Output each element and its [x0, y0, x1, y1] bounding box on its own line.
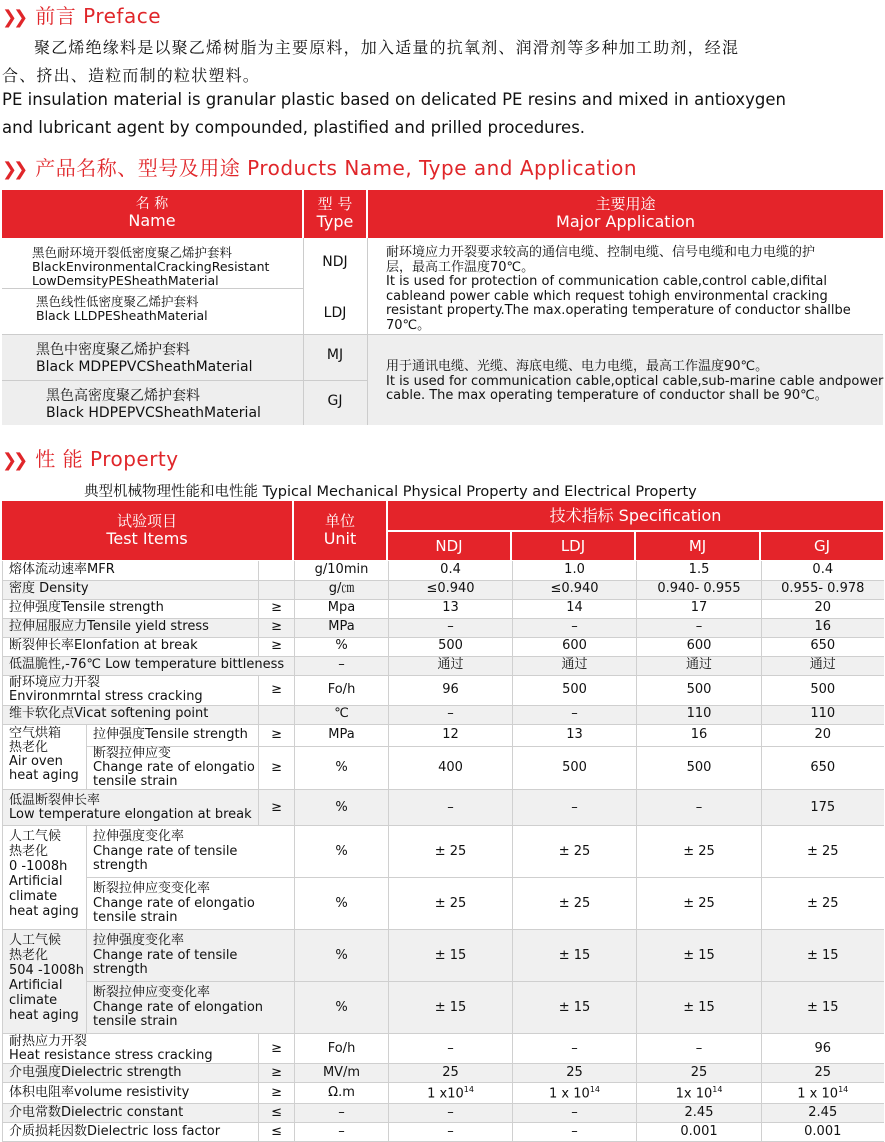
cell-ndj: 12: [389, 724, 513, 746]
product-type-gj: GJ: [327, 393, 343, 409]
products-table: [2, 190, 883, 432]
application-line: 耐环境应力开裂要求较高的通信电缆、控制电缆、信号电缆和电力电缆的护: [386, 245, 816, 260]
cell-ldj: ± 25: [513, 878, 637, 930]
product-name-zh: 黑色高密度聚乙烯护套料: [46, 388, 200, 404]
row-label: 介电常数Dielectric constant: [3, 1104, 259, 1123]
group-line: heat aging: [9, 904, 79, 920]
cell-ndj: ± 25: [389, 878, 513, 930]
row-op: ≥: [259, 746, 295, 790]
label-zh: 拉伸强度变化率: [93, 829, 185, 845]
cell-ldj: 通过: [513, 656, 637, 675]
label-en: Change rate of tensile strength: [93, 843, 238, 874]
head-spec: 技术指标 Specification: [388, 501, 883, 530]
cell-ldj: 13: [513, 724, 637, 746]
cell-ndj: 13: [389, 599, 513, 618]
application-line: It is used for protection of communication cable,control cable,difital: [386, 274, 827, 290]
group-line: heat aging: [9, 1008, 79, 1024]
row-unit: g/㎝: [295, 580, 389, 599]
product-row-ldj-name: [36, 295, 208, 323]
label-en: Change rate of tensile strength: [93, 947, 238, 978]
table-row: [3, 982, 884, 1034]
row-op: ≥: [259, 790, 295, 826]
product-row-ndj-name: [32, 246, 269, 288]
row-op: ≥: [259, 599, 295, 618]
cell-ldj: 600: [513, 637, 637, 656]
cell-gj: 0.001: [762, 1123, 884, 1142]
products-head-app: [368, 190, 883, 238]
table-row: [3, 705, 884, 724]
cell-gj: 0.4: [762, 561, 884, 580]
product-name-zh: 黑色线性低密度聚乙烯护套料: [36, 294, 199, 309]
cell-ndj: 500: [389, 637, 513, 656]
label-en: Heat resistance stress cracking: [9, 1047, 213, 1063]
label-zh: 断裂拉伸应变: [93, 745, 172, 761]
row-unit: %: [295, 982, 389, 1034]
product-type-mj: MJ: [326, 347, 344, 363]
row-unit: ℃: [295, 705, 389, 724]
label-en: tensile strain: [93, 910, 178, 926]
head-item-zh: 试验项目: [116, 512, 177, 530]
row-label: 断裂伸长率Elonfation at break: [3, 637, 259, 656]
cell-mj: 通过: [637, 656, 762, 675]
product-name-en: BlackEnvironmentalCrackingResistant: [32, 259, 270, 274]
row-label: [87, 826, 295, 878]
product-name-zh: 黑色耐环境开裂低密度聚乙烯护套料: [32, 245, 233, 260]
row-label: [87, 982, 295, 1034]
row-op: ≤: [259, 1104, 295, 1123]
row-unit: %: [295, 878, 389, 930]
cell-mj: –: [637, 618, 762, 637]
product-name-en: Black LLDPESheathMaterial: [36, 308, 208, 323]
cell-ndj: ≤0.940: [389, 580, 513, 599]
row-label: 介质损耗因数Dielectric loss factor: [3, 1123, 259, 1142]
preface-en-line2: and lubricant agent by compounded, plastified and prilled procedures.: [2, 118, 586, 137]
head-test-items: [2, 501, 292, 560]
row-label: 拉伸屈服应力Tensile yield stress: [3, 618, 259, 637]
row-op: [259, 705, 295, 724]
application-mj-gj: [386, 360, 883, 404]
label-en: Change rate of elongation: [93, 999, 264, 1015]
label-en: tensile strain: [93, 774, 178, 790]
cell-mj: ± 15: [637, 930, 762, 982]
preface-title: 前言 Preface: [35, 4, 162, 28]
cell-ldj: –: [513, 1123, 637, 1142]
table-row: [3, 878, 884, 930]
product-name-en: Black MDPEPVCSheathMaterial: [36, 358, 253, 375]
cell-ndj: ± 15: [389, 982, 513, 1034]
table-row: [3, 618, 884, 637]
table-row: [3, 675, 884, 705]
cell-ldj: ± 15: [513, 930, 637, 982]
cell-gj: ± 15: [762, 982, 884, 1034]
cell-mj: 0.940- 0.955: [637, 580, 762, 599]
group-line: 504 -1008h: [9, 963, 84, 979]
head-unit-en: Unit: [323, 529, 357, 549]
group-artificial-504-1008h: [3, 930, 87, 1034]
cell-gj: 20: [762, 599, 884, 618]
cell-ldj: 500: [513, 746, 637, 790]
cell-mj: –: [637, 790, 762, 826]
row-label: [87, 746, 259, 790]
cell-gj: 20: [762, 724, 884, 746]
row-label: [87, 878, 295, 930]
label-zh: 耐热应力开裂: [9, 1033, 88, 1049]
row-op: ≥: [259, 724, 295, 746]
double-chevron-icon: ❯❯: [2, 7, 25, 28]
divider: [367, 238, 368, 425]
row-unit: %: [295, 746, 389, 790]
head-item-en: Test Items: [106, 529, 188, 549]
cell-gj: ± 25: [762, 826, 884, 878]
head-unit: [294, 501, 386, 560]
row-unit: Fo/h: [295, 1034, 389, 1064]
divider: [2, 380, 367, 381]
divider: [2, 288, 303, 289]
row-label: 介电强度Dielectric strength: [3, 1064, 259, 1083]
table-row: [3, 1123, 884, 1142]
head-col-gj: GJ: [761, 532, 883, 560]
preface-zh-line1: 聚乙烯绝缘料是以聚乙烯树脂为主要原料，加入适量的抗氧剂、润滑剂等多种加工助剂，经混: [34, 38, 740, 57]
table-row: [3, 1104, 884, 1123]
group-line: 人工气候: [9, 933, 62, 949]
group-line: 热老化: [9, 948, 49, 964]
group-line: Artificial: [9, 874, 63, 890]
head-col-ldj: LDJ: [512, 532, 634, 560]
cell-mj: ± 25: [637, 826, 762, 878]
application-line: 层，最高工作温度70℃。: [386, 259, 535, 275]
row-unit: –: [295, 656, 389, 675]
cell-mj: 1.5: [637, 561, 762, 580]
cell-ldj: [513, 1083, 637, 1104]
row-op: [259, 561, 295, 580]
head-unit-zh: 单位: [324, 512, 355, 530]
cell-gj: [762, 1083, 884, 1104]
cell-mj: 16: [637, 724, 762, 746]
cell-ldj: –: [513, 1034, 637, 1064]
table-row: [3, 1064, 884, 1083]
cell-gj: 500: [762, 675, 884, 705]
row-op: ≥: [259, 1034, 295, 1064]
label-zh: 耐环境应力开裂: [9, 674, 101, 690]
cell-mj: [637, 1083, 762, 1104]
row-label: 熔体流动速率MFR: [3, 561, 259, 580]
cell-mj: 110: [637, 705, 762, 724]
cell-ldj: ≤0.940: [513, 580, 637, 599]
group-line: Air oven: [9, 754, 63, 770]
cell-ndj: –: [389, 1104, 513, 1123]
property-header: [2, 443, 179, 472]
row-unit: %: [295, 826, 389, 878]
cell-gj: 110: [762, 705, 884, 724]
product-row-mj-name: [36, 342, 252, 376]
row-label: 拉伸强度Tensile strength: [3, 599, 259, 618]
group-line: 热老化: [9, 739, 49, 755]
cell-ndj: –: [389, 1123, 513, 1142]
property-table-head: [2, 501, 883, 560]
cell-mj: ± 25: [637, 878, 762, 930]
exponent: 14: [589, 1084, 600, 1094]
cell-gj: 0.955- 0.978: [762, 580, 884, 599]
cell-ldj: –: [513, 618, 637, 637]
cell-ndj: –: [389, 1034, 513, 1064]
row-unit: g/10min: [295, 561, 389, 580]
preface-header: [2, 0, 161, 29]
exponent: 14: [463, 1084, 474, 1094]
cell-ldj: ± 15: [513, 982, 637, 1034]
table-row: [3, 826, 884, 878]
products-head-type: [304, 190, 366, 238]
application-line: 70℃。: [386, 317, 431, 333]
head-app-zh: 主要用途: [595, 195, 656, 213]
table-row: [3, 1034, 884, 1064]
group-line: 0 -1008h: [9, 859, 68, 875]
double-chevron-icon: ❯❯: [2, 159, 25, 180]
row-op: ≥: [259, 618, 295, 637]
group-line: 空气烘箱: [9, 725, 62, 741]
cell-ndj: [389, 1083, 513, 1104]
head-col-ndj: NDJ: [388, 532, 510, 560]
cell-mj: 500: [637, 746, 762, 790]
row-op: [259, 580, 295, 599]
table-row: [3, 930, 884, 982]
label-en: Low temperature elongation at break: [9, 806, 252, 822]
product-type-ndj: NDJ: [322, 254, 348, 270]
property-title: 性 能 Property: [35, 447, 179, 471]
cell-gj: 通过: [762, 656, 884, 675]
cell-ndj: ± 15: [389, 930, 513, 982]
row-label: 体积电阻率volume resistivity: [3, 1083, 259, 1104]
head-app-en: Major Application: [556, 212, 695, 232]
row-unit: MPa: [295, 724, 389, 746]
cell-ldj: –: [513, 790, 637, 826]
preface-zh-line2: 合、挤出、造粒而制的粒状塑料。: [2, 66, 261, 85]
value: 1 x10: [427, 1085, 464, 1101]
head-col-mj: MJ: [636, 532, 759, 560]
row-unit: –: [295, 1104, 389, 1123]
cell-mj: 17: [637, 599, 762, 618]
group-line: 热老化: [9, 844, 49, 860]
product-name-zh: 黑色中密度聚乙烯护套料: [36, 342, 190, 358]
table-row: [3, 724, 884, 746]
application-ndj-ldj: [386, 246, 851, 333]
cell-mj: ± 15: [637, 982, 762, 1034]
head-type-en: Type: [316, 212, 354, 232]
property-subtitle: 典型机械物理性能和电性能 Typical Mechanical Physical Property and Electrical Property: [84, 484, 697, 500]
value: 1 x 10: [549, 1085, 590, 1101]
application-line: resistant property.The max.operating temperature of conductor shallbe: [386, 303, 851, 319]
row-unit: MV/m: [295, 1064, 389, 1083]
cell-mj: 600: [637, 637, 762, 656]
label-zh: 断裂拉伸应变变化率: [93, 985, 211, 1001]
cell-gj: 25: [762, 1064, 884, 1083]
cell-ndj: ± 25: [389, 826, 513, 878]
products-head-name: [2, 190, 302, 238]
row-unit: %: [295, 790, 389, 826]
label-zh: 低温断裂伸长率: [9, 792, 101, 808]
row-label: [3, 1034, 259, 1064]
cell-gj: 96: [762, 1034, 884, 1064]
row-unit: MPa: [295, 618, 389, 637]
cell-mj: 25: [637, 1064, 762, 1083]
cell-gj: 16: [762, 618, 884, 637]
products-header: [2, 152, 637, 181]
products-title: 产品名称、型号及用途 Products Name, Type and Application: [35, 156, 638, 180]
application-line: cable. The max operating temperature of conductor shall be 90℃。: [386, 388, 828, 404]
row-label: 拉伸强度Tensile strength: [87, 724, 259, 746]
row-unit: Fo/h: [295, 675, 389, 705]
exponent: 14: [712, 1084, 723, 1094]
table-row: [3, 599, 884, 618]
head-name-zh: 名 称: [135, 196, 169, 212]
row-op: ≤: [259, 1123, 295, 1142]
cell-gj: 650: [762, 637, 884, 656]
table-row: [3, 656, 884, 675]
row-op: ≥: [259, 1083, 295, 1104]
cell-mj: –: [637, 1034, 762, 1064]
product-name-en: Black HDPEPVCSheathMaterial: [46, 404, 261, 421]
cell-gj: ± 25: [762, 878, 884, 930]
cell-ldj: 25: [513, 1064, 637, 1083]
group-artificial-0-1008h: [3, 826, 87, 930]
product-type-ldj: LDJ: [323, 305, 347, 321]
exponent: 14: [838, 1084, 849, 1094]
application-line: cableand power cable which request tohigh environmental cracking: [386, 288, 828, 304]
group-line: climate: [9, 889, 58, 905]
cell-mj: 500: [637, 675, 762, 705]
row-unit: %: [295, 637, 389, 656]
row-unit: Mpa: [295, 599, 389, 618]
product-row-gj-name: [46, 388, 261, 422]
cell-gj: 650: [762, 746, 884, 790]
row-op: ≥: [259, 1064, 295, 1083]
table-row: [3, 746, 884, 790]
group-line: heat aging: [9, 768, 79, 784]
group-line: climate: [9, 993, 58, 1009]
preface-en-line1: PE insulation material is granular plastic based on delicated PE resins and mixed in antioxygen: [2, 90, 786, 109]
cell-ndj: –: [389, 790, 513, 826]
cell-mj: 0.001: [637, 1123, 762, 1142]
cell-ndj: –: [389, 705, 513, 724]
value: 1x 10: [675, 1085, 713, 1101]
cell-ndj: 0.4: [389, 561, 513, 580]
row-unit: Ω.m: [295, 1083, 389, 1104]
row-label: [3, 675, 259, 705]
row-op: ≥: [259, 675, 295, 705]
label-zh: 拉伸强度变化率: [93, 933, 185, 949]
cell-ndj: 通过: [389, 656, 513, 675]
cell-ldj: –: [513, 705, 637, 724]
cell-gj: ± 15: [762, 930, 884, 982]
cell-gj: 2.45: [762, 1104, 884, 1123]
cell-ldj: –: [513, 1104, 637, 1123]
cell-gj: 175: [762, 790, 884, 826]
table-row: [3, 790, 884, 826]
cell-ndj: –: [389, 618, 513, 637]
label-en: tensile strain: [93, 1014, 178, 1030]
group-air-oven: [3, 724, 87, 790]
property-table: [2, 561, 884, 1142]
row-label: [87, 930, 295, 982]
application-line: It is used for communication cable,optical cable,sub-marine cable andpower: [386, 373, 884, 389]
label-en: Environmrntal stress cracking: [9, 689, 203, 704]
table-row: [3, 1083, 884, 1104]
label-en: Change rate of elongatio: [93, 895, 255, 911]
row-label: [3, 790, 259, 826]
label-en: Change rate of elongatio: [93, 759, 255, 775]
double-chevron-icon: ❯❯: [2, 450, 25, 471]
product-name-en: LowDemsityPESheathMaterial: [32, 273, 219, 288]
cell-ndj: 96: [389, 675, 513, 705]
row-unit: –: [295, 1123, 389, 1142]
row-unit: %: [295, 930, 389, 982]
cell-ldj: ± 25: [513, 826, 637, 878]
cell-ndj: 25: [389, 1064, 513, 1083]
label-zh: 断裂拉伸应变变化率: [93, 881, 211, 897]
group-line: 人工气候: [9, 829, 62, 845]
row-label: 低温脆性,-76℃ Low temperature bittleness: [3, 656, 295, 675]
value: 1 x 10: [797, 1085, 839, 1101]
cell-ldj: 14: [513, 599, 637, 618]
head-name-en: Name: [128, 211, 176, 231]
head-type-zh: 型 号: [317, 195, 353, 213]
cell-ldj: 1.0: [513, 561, 637, 580]
table-row: [3, 637, 884, 656]
application-line: 用于通讯电缆、光缆、海底电缆、电力电缆，最高工作温度90℃。: [386, 359, 769, 374]
cell-ndj: 400: [389, 746, 513, 790]
row-op: ≥: [259, 637, 295, 656]
table-row: [3, 561, 884, 580]
group-line: Artificial: [9, 978, 63, 994]
cell-ldj: 500: [513, 675, 637, 705]
row-label: 密度 Density: [3, 580, 259, 599]
row-label: 维卡软化点Vicat softening point: [3, 705, 259, 724]
table-row: [3, 580, 884, 599]
cell-mj: 2.45: [637, 1104, 762, 1123]
